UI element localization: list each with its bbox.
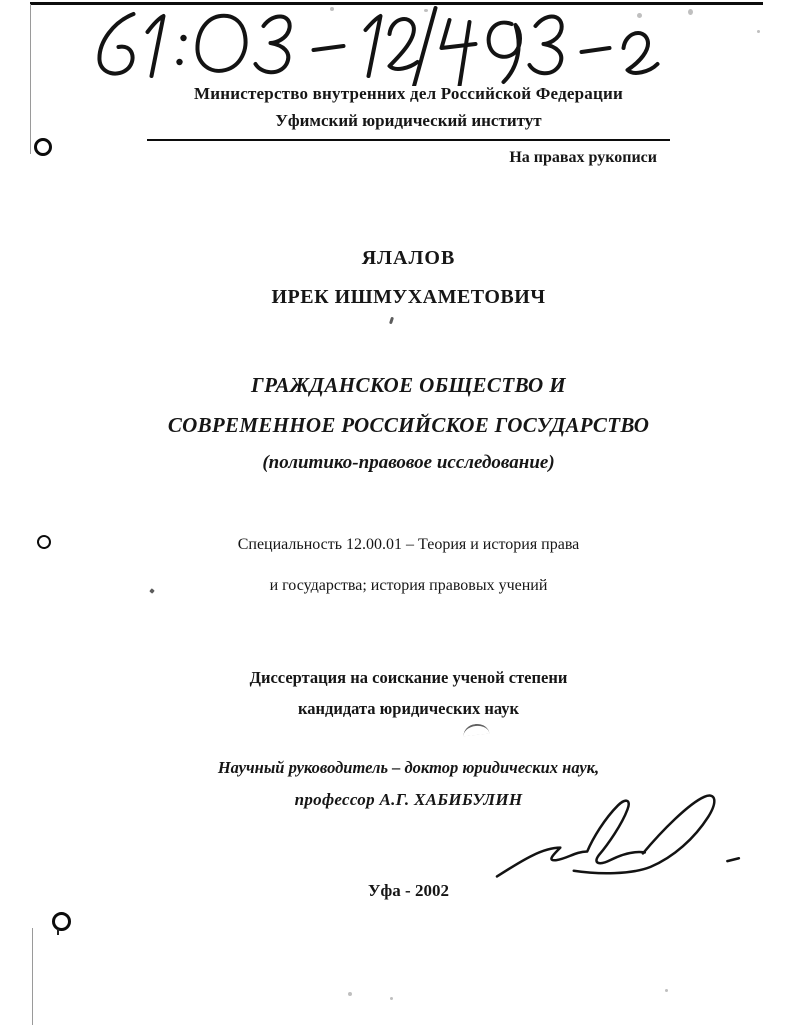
registration-mark-icon [34, 138, 52, 156]
ministry-name: Министерство внутренних дел Российской Федерации [194, 84, 623, 103]
scan-noise-speck [665, 989, 668, 992]
dissertation-title-line2: СОВРЕМЕННОЕ РОССИЙСКОЕ ГОСУДАРСТВО [167, 413, 650, 437]
dissertation-title-line1: ГРАЖДАНСКОЕ ОБЩЕСТВО И [251, 373, 566, 397]
scan-noise-speck [390, 997, 393, 1000]
city-year: Уфа - 2002 [368, 881, 449, 900]
supervisor-signature-handwriting [487, 792, 745, 888]
scan-noise-curve [462, 723, 489, 737]
thesis-type-line2: кандидата юридических наук [297, 699, 520, 718]
thesis-type-line1: Диссертация на соискание ученой степени [249, 668, 568, 687]
author-name-patronymic: ИРЕК ИШМУХАМЕТОВИЧ [271, 286, 546, 308]
manuscript-rights-note: На правах рукописи [509, 149, 657, 166]
registration-mark-tick [57, 929, 59, 935]
specialty-line1: Специальность 12.00.01 – Теория и история права [237, 536, 580, 553]
scan-edge-left-line-bottom [32, 928, 33, 1025]
scan-noise-speck [757, 30, 760, 33]
scan-noise-apostrophe [389, 317, 394, 325]
author-surname: ЯЛАЛОВ [361, 247, 456, 269]
dissertation-subtitle: (политико-правовое исследование) [262, 452, 555, 473]
scan-noise-speck [348, 992, 352, 996]
registration-mark-icon [52, 912, 71, 931]
scan-edge-top-line [30, 2, 763, 5]
scan-edge-left-line-top [30, 4, 31, 154]
header-divider-rule [147, 139, 670, 141]
supervisor-line2: профессор А.Г. ХАБИБУЛИН [294, 790, 523, 809]
supervisor-line1: Научный руководитель – доктор юридических наук, [217, 758, 600, 777]
specialty-line2: и государства; история правовых учений [269, 577, 548, 594]
inventory-number-handwriting [85, 6, 690, 86]
institute-name: Уфимский юридический институт [275, 111, 542, 130]
